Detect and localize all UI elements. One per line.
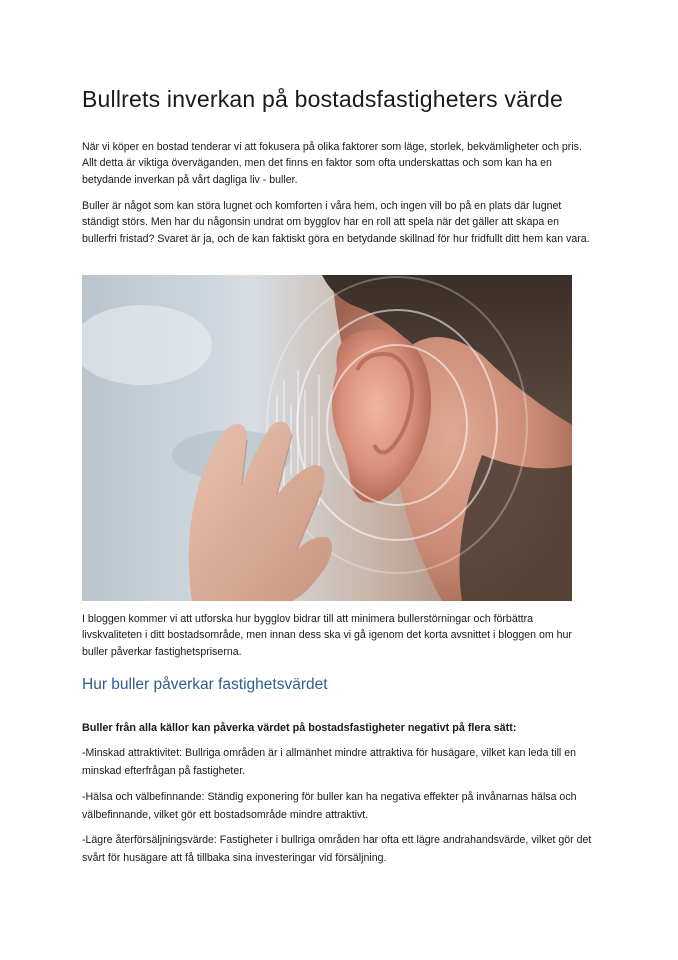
list-item-aterforsaljning: -Lägre återförsäljningsvärde: Fastigheter i bullriga områden har ofta ett lägre andrahandsvärde, vilket gör det svårt för husägare att få tillbaka sina investeringar vid försäljning. [82, 834, 592, 864]
list-item-attraktivitet: -Minskad attraktivitet: Bullriga områden är i allmänhet mindre attraktiva för husägare, vilket kan leda till en minskad efterfrågan på fastigheter. [82, 747, 577, 777]
lead-statement: Buller från alla källor kan påverka värdet på bostadsfastigheter negativt på flera sätt: [82, 722, 517, 734]
beard-shape [460, 455, 573, 601]
blog-intro-paragraph: I bloggen kommer vi att utforska hur bygglov bidrar till att minimera bullerstörningar och förbättra livskvaliteten i ditt bostadsområde, men innan dess ska vi gå igenom det korta avsnittet i bloggen om hur buller påverkar fastighetspriserna. [82, 613, 572, 658]
intro-paragraph: När vi köper en bostad tenderar vi att fokusera på olika faktorer som läge, storlek, bekvämligheter och pris. Allt detta är viktiga överväganden, men det finns en faktor som ofta underskattas och som kan ha en betydande inverkan på vårt dagliga liv - buller. [82, 141, 582, 186]
document-title: Bullrets inverkan på bostadsfastigheters värde [82, 86, 563, 112]
buller-paragraph: Buller är något som kan störa lugnet och komforten i våra hem, och ingen vill bo på en plats där lugnet ständigt störs. Men har du någonsin undrat om bygglov har en roll att spela när det gäller att skapa en bullerfri fristad? Svaret är ja, och de kan faktiskt göra en betydande skillnad för hur fridfullt ditt hem kan vara. [82, 200, 590, 245]
list-item-halsa: -Hälsa och välbefinnande: Ständig exponering för buller kan ha negativa effekter på invånarnas hälsa och välbefinnande, vilket gör ett bostadsområde mindre attraktivt. [82, 791, 577, 821]
section-heading: Hur buller påverkar fastighetsvärdet [82, 676, 328, 693]
ear-listening-photo [82, 275, 572, 601]
